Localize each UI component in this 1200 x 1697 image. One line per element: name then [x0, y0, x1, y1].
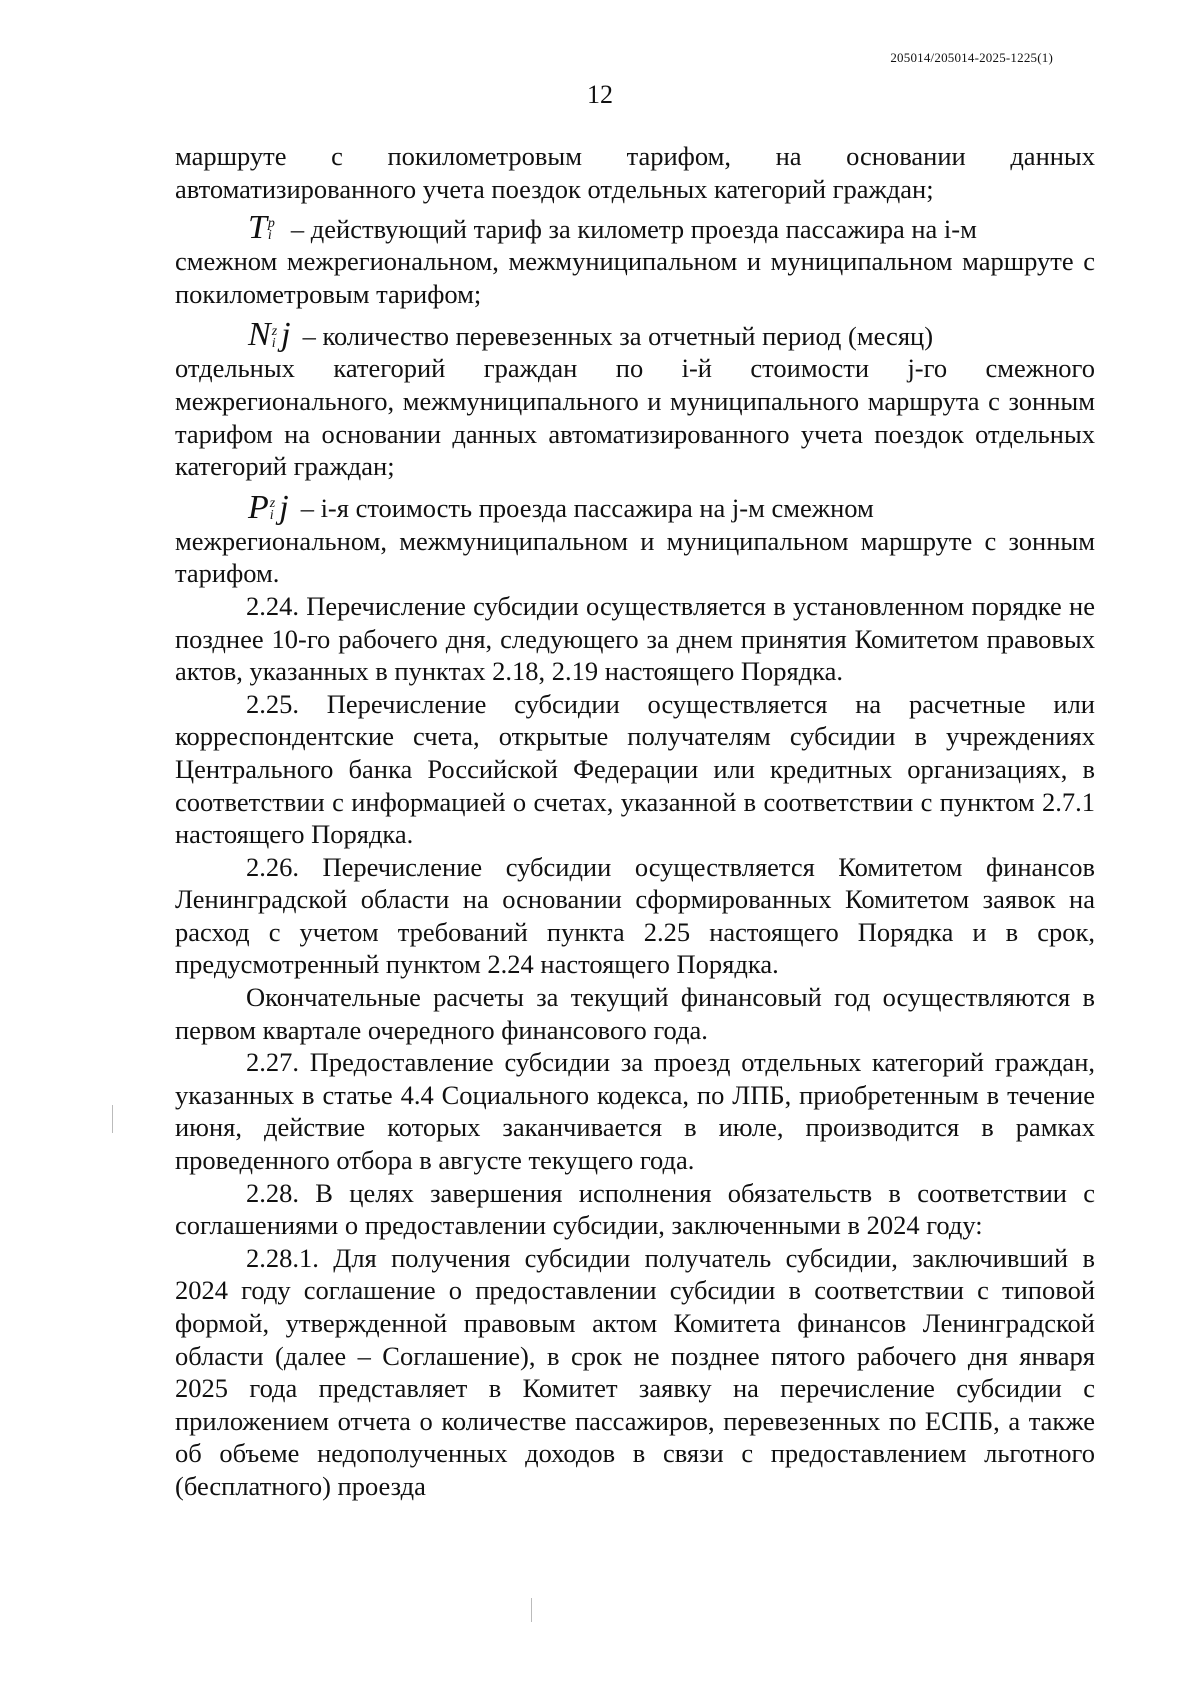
formula-tariff: T p i: [248, 209, 275, 247]
scan-mark: [112, 1105, 113, 1133]
document-id: 205014/205014-2025-1225(1): [890, 50, 1053, 65]
definition-tariff-row: [175, 211, 1095, 245]
definition-price-row: [175, 488, 1095, 526]
document-body: [175, 140, 1095, 1503]
definition-count-first-line: – количество перевезенных за отчетный период (месяц): [302, 320, 934, 351]
clause-2-24: 2.24. Перечисление субсидии осуществляется в установленном порядке не позднее 10-го рабочего дня, следующего за днем принятия Комитетом правовых актов, указанных в пунктах 2.18, 2.19 настоящего Порядка.: [175, 590, 1095, 687]
formula-price: P z i j: [248, 488, 289, 526]
clause-2-25: 2.25. Перечисление субсидии осуществляется на расчетные или корреспондентские счета, открытые получателям субсидии в учреждениях Центрального банка Российской Федерации или кредитных организациях, в соответствии с информацией о счетах, указанной в соответствии с пунктом 2.7.1 настоящего Порядка.: [175, 688, 1095, 850]
paragraph-continuation: маршруте с покилометровым тарифом, на основании данных автоматизированного учета поездок отдельных категорий граждан;: [175, 141, 1095, 204]
clause-2-28: 2.28. В целях завершения исполнения обязательств в соответствии с соглашениями о предоставлении субсидии, заключенными в 2024 году:: [175, 1177, 1095, 1241]
clause-2-28-1: 2.28.1. Для получения субсидии получатель субсидии, заключивший в 2024 году соглашение о предоставлении субсидии в соответствии с типовой формой, утвержденной правовым актом Комитета финансов Ленинградской области (далее – Соглашение), в срок не позднее пятого рабочего дня января 2025 года представляет в Комитет заявку на перечисление субсидии с приложением отчета о количестве пассажиров, перевезенных по ЕСПБ, а также об объеме недополученных доходов в связи с предоставлением льготного (бесплатного) проезда: [175, 1242, 1095, 1501]
scan-mark: [531, 1598, 532, 1622]
formula-count: N z i j: [248, 316, 291, 354]
definition-price-rest: межрегиональном, межмуниципальном и муниципальном маршруте с зонным тарифом.: [175, 525, 1095, 589]
definition-tariff-first-line: – действующий тариф за километр проезда пассажира на i-м: [290, 213, 977, 244]
definition-count-rest: отдельных категорий граждан по i-й стоимости j-го смежного межрегионального, межмуниципального и муниципального маршрута с зонным тарифом на основании данных автоматизированного учета поездок отдельных категорий граждан;: [175, 353, 1095, 482]
clause-2-27: 2.27. Предоставление субсидии за проезд отдельных категорий граждан, указанных в статье 4.4 Социального кодекса, по ЛПБ, приобретенным в течение июня, действие которых заканчивается в июле, производится в рамках проведенного отбора в августе текущего года.: [175, 1047, 1095, 1176]
clause-2-26: 2.26. Перечисление субсидии осуществляется Комитетом финансов Ленинградской области на основании сформированных Комитетом заявок на расход с учетом требований пункта 2.25 настоящего Порядка и в срок, предусмотренный пунктом 2.24 настоящего Порядка.: [175, 851, 1095, 980]
definition-tariff-rest: смежном межрегиональном, межмуниципальном и муниципальном маршруте с покилометровым тарифом;: [175, 246, 1095, 309]
definition-price-first-line: – i-я стоимость проезда пассажира на j-м смежном: [300, 493, 874, 524]
clause-2-26-final-settlements: Окончательные расчеты за текущий финансовый год осуществляются в первом квартале очередного финансового года.: [175, 982, 1095, 1045]
page-number: 12: [587, 80, 613, 109]
definition-count-row: [175, 318, 1095, 352]
